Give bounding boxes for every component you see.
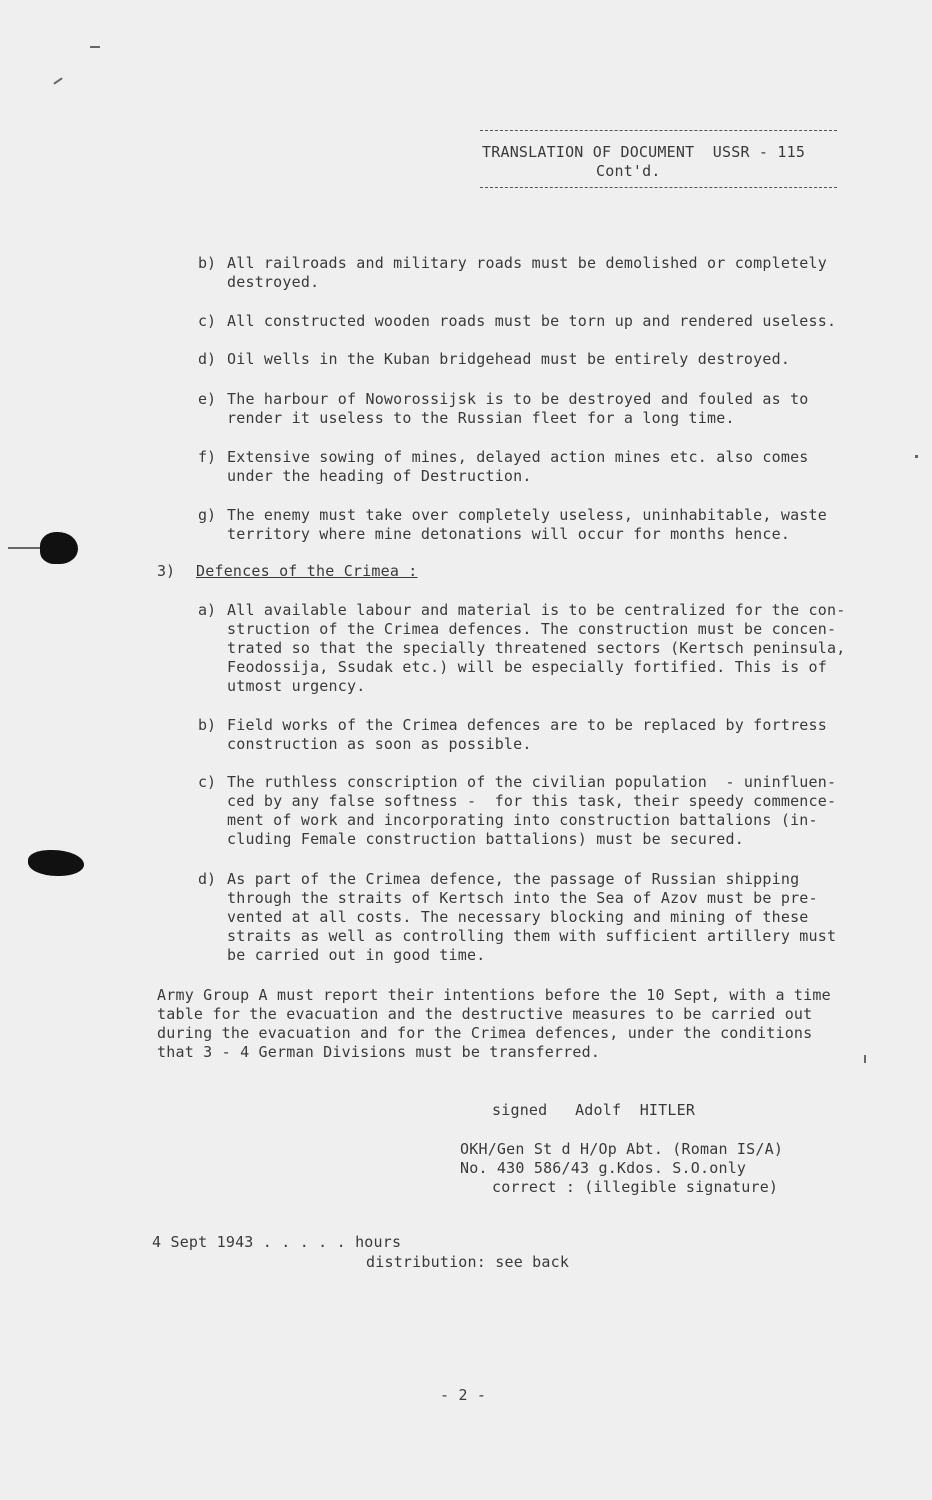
item-label: d) — [198, 350, 217, 368]
item-line: ced by any false softness - for this task, their speedy commence- — [227, 792, 837, 810]
item-line: render it useless to the Russian fleet for a long time. — [227, 409, 735, 427]
item-line: The harbour of Noworossijsk is to be destroyed and fouled as to — [227, 390, 809, 408]
item-line: construction as soon as possible. — [227, 735, 532, 753]
item-line: cluding Female construction battalions) must be secured. — [227, 830, 744, 848]
item-line: through the straits of Kertsch into the Sea of Azov must be pre- — [227, 889, 818, 907]
paragraph-line: that 3 - 4 German Divisions must be transferred. — [157, 1043, 601, 1061]
scan-mark — [90, 46, 100, 48]
header-bottom-rule — [480, 187, 837, 188]
punch-hole-blot — [40, 532, 78, 564]
paragraph-line: table for the evacuation and the destructive measures to be carried out — [157, 1005, 813, 1023]
item-label: f) — [198, 448, 217, 466]
item-line: All constructed wooden roads must be torn up and rendered useless. — [227, 312, 837, 330]
paragraph-line: Army Group A must report their intentions before the 10 Sept, with a time — [157, 986, 831, 1004]
paragraph-line: during the evacuation and for the Crimea defences, under the conditions — [157, 1024, 813, 1042]
punch-hole-blot — [28, 850, 84, 876]
page-number: - 2 - — [440, 1386, 487, 1404]
section-number: 3) — [157, 562, 176, 580]
scan-mark — [8, 547, 42, 549]
date-line: 4 Sept 1943 . . . . . hours — [152, 1233, 402, 1251]
certification-line: correct : (illegible signature) — [492, 1178, 779, 1196]
item-line: Oil wells in the Kuban bridgehead must be entirely destroyed. — [227, 350, 791, 368]
reference-line: OKH/Gen St d H/Op Abt. (Roman IS/A) — [460, 1140, 784, 1158]
item-line: vented at all costs. The necessary blocking and mining of these — [227, 908, 809, 926]
item-line: straits as well as controlling them with sufficient artillery must — [227, 927, 837, 945]
item-line: Extensive sowing of mines, delayed action mines etc. also comes — [227, 448, 809, 466]
item-line: be carried out in good time. — [227, 946, 486, 964]
item-line: The enemy must take over completely useless, uninhabitable, waste — [227, 506, 827, 524]
item-label: b) — [198, 254, 217, 272]
item-line: utmost urgency. — [227, 677, 366, 695]
scan-mark — [915, 455, 918, 458]
scan-mark — [864, 1055, 866, 1063]
item-line: under the heading of Destruction. — [227, 467, 532, 485]
item-label: c) — [198, 312, 217, 330]
item-line: As part of the Crimea defence, the passage of Russian shipping — [227, 870, 800, 888]
item-label: b) — [198, 716, 217, 734]
item-line: ment of work and incorporating into construction battalions (in- — [227, 811, 818, 829]
item-line: destroyed. — [227, 273, 320, 291]
distribution-line: distribution: see back — [366, 1253, 570, 1271]
item-line: Feodossija, Ssudak etc.) will be especially fortified. This is of — [227, 658, 827, 676]
section-heading: Defences of the Crimea : — [196, 562, 418, 580]
document-title: TRANSLATION OF DOCUMENT USSR - 115 — [482, 143, 806, 161]
item-line: territory where mine detonations will occur for months hence. — [227, 525, 791, 543]
item-label: d) — [198, 870, 217, 888]
item-label: a) — [198, 601, 217, 619]
reference-line: No. 430 586/43 g.Kdos. S.O.only — [460, 1159, 747, 1177]
item-line: The ruthless conscription of the civilian population - uninfluen- — [227, 773, 837, 791]
scan-mark — [53, 77, 62, 84]
signed-line: signed Adolf HITLER — [492, 1101, 696, 1119]
item-line: struction of the Crimea defences. The construction must be concen- — [227, 620, 837, 638]
document-subtitle: Cont'd. — [596, 162, 661, 180]
item-label: c) — [198, 773, 217, 791]
item-line: trated so that the specially threatened sectors (Kertsch peninsula, — [227, 639, 846, 657]
header-top-rule — [480, 130, 837, 131]
item-label: e) — [198, 390, 217, 408]
item-line: Field works of the Crimea defences are to be replaced by fortress — [227, 716, 827, 734]
item-label: g) — [198, 506, 217, 524]
item-line: All railroads and military roads must be demolished or completely — [227, 254, 827, 272]
item-line: All available labour and material is to be centralized for the con- — [227, 601, 846, 619]
